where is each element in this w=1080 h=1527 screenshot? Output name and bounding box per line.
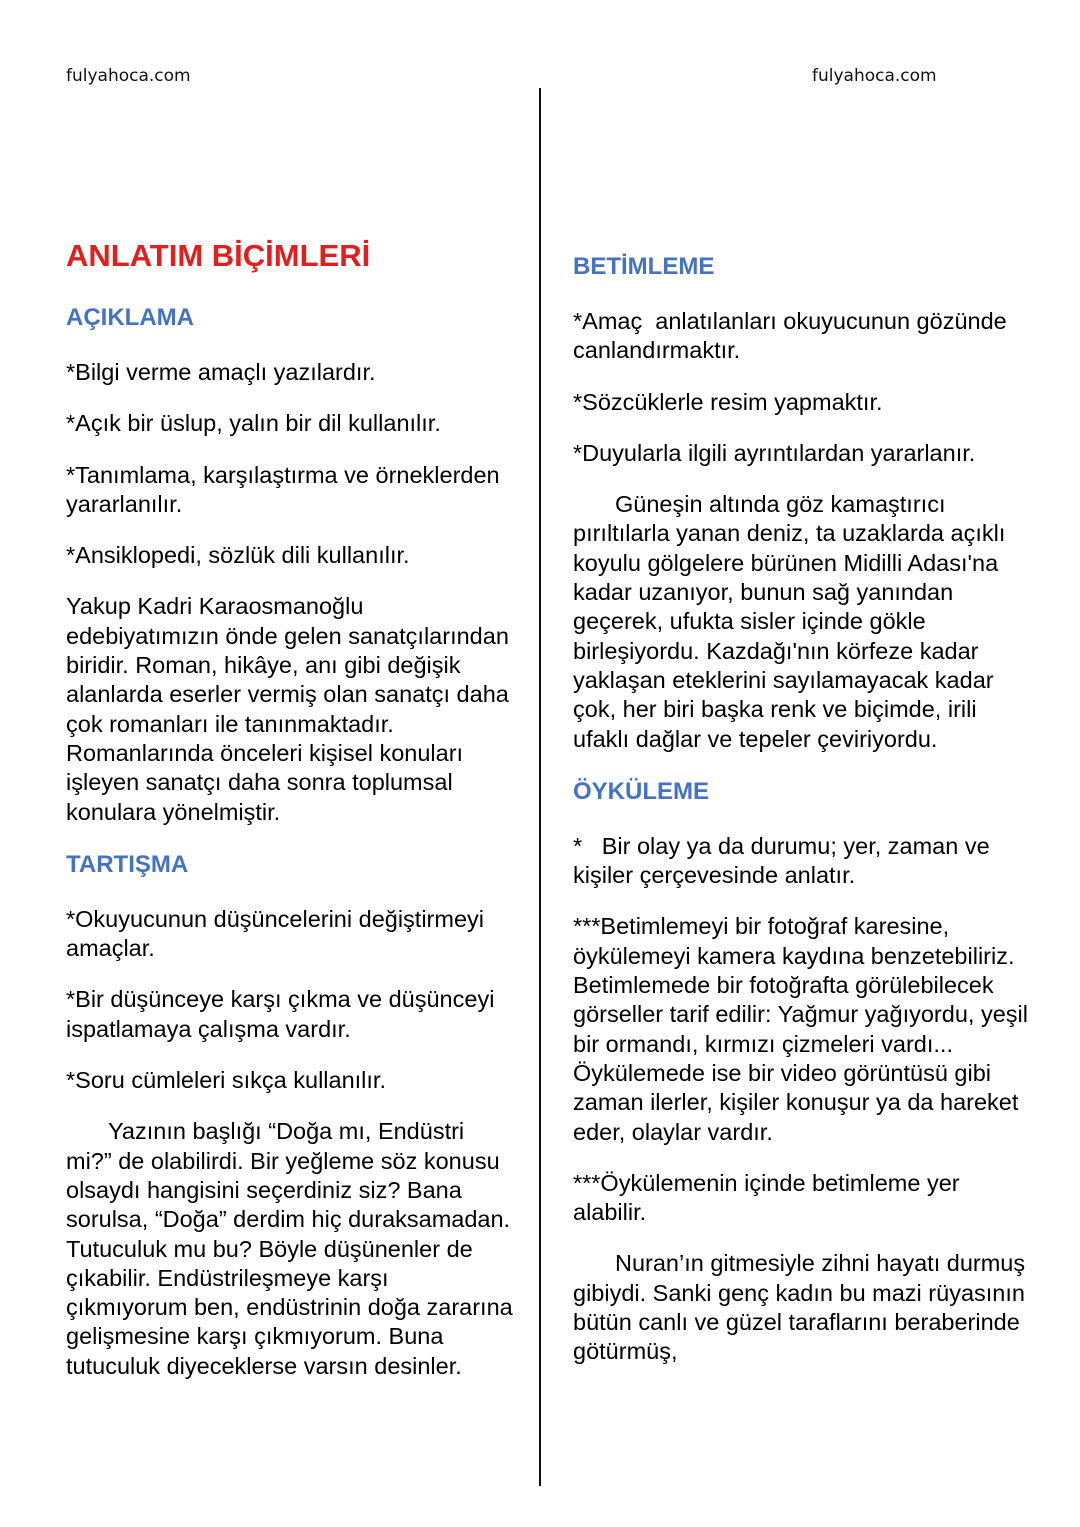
aciklama-point-3: *Tanımlama, karşılaştırma ve örneklerden yararlanılır.: [66, 461, 500, 517]
oykuleme-example: Nuran’ın gitmesiyle zihni hayatı durmuş gibiydi. Sanki genç kadın bu mazi rüyasının bütün canlı ve güzel taraflarını beraberinde götürmüş,: [573, 1250, 1026, 1365]
oykuleme-point-3: ***Öykülemenin içinde betimleme yer alabilir.: [573, 1169, 960, 1226]
section-heading-tartisma: TARTIŞMA: [66, 850, 189, 878]
oykuleme-point-2: ***Betimlemeyi bir fotoğraf karesine, öykülemeyi kamera kaydına benzetebiliriz. Betimlemede bir fotoğrafta görülebilecek görseller tarif edilir: Yağmur yağıyordu, yeşil bir ormandı, kırmızı çizmeleri vardı... Öykülemede ise bir video görüntüsü gibi zaman ilerler, kişiler konuşur ya da hareket eder, olaylar vardır.: [573, 913, 1028, 1145]
column-divider: [539, 88, 541, 1486]
tartisma-point-3: *Soru cümleleri sıkça kullanılır.: [66, 1067, 386, 1094]
betimleme-point-2: *Sözcüklerle resim yapmaktır.: [573, 388, 883, 415]
oykuleme-point-1: * Bir olay ya da durumu; yer, zaman ve kişiler çerçevesinde anlatır.: [573, 832, 997, 889]
tartisma-point-2: *Bir düşünceye karşı çıkma ve düşünceyi ispatlamaya çalışma vardır.: [66, 986, 495, 1042]
aciklama-point-1: *Bilgi verme amaçlı yazılardır.: [66, 359, 376, 385]
section-heading-aciklama: AÇIKLAMA: [66, 304, 194, 331]
aciklama-point-4: *Ansiklopedi, sözlük dili kullanılır.: [66, 542, 410, 569]
left-column: [66, 236, 516, 1403]
section-heading-oykuleme: ÖYKÜLEME: [573, 777, 710, 805]
site-url-right: fulyahoca.com: [812, 66, 937, 86]
tartisma-example: Yazının başlığı “Doğa mı, Endüstri mi?” de olabilirdi. Bir yeğleme söz konusu olsaydı hangisini seçerdiniz siz? Bana sorulsa, “Doğa” derdim hiç duraksamadan. Tutuculuk mu bu? Böyle düşünenler de çıkabilir. Endüstrileşmeye karşı çıkmıyorum ben, endüstrinin doğa zararına gelişmesine karşı çıkmıyorum. Buna tutuculuk diyeceklerse varsın desinler.: [66, 1118, 513, 1379]
site-url-left: fulyahoca.com: [66, 66, 191, 86]
section-heading-betimleme: BETİMLEME: [573, 253, 715, 280]
aciklama-example: Yakup Kadri Karaosmanoğlu edebiyatımızın önde gelen sanatçılarından biridir. Roman, hikâye, anı gibi değişik alanlarda eserler vermiş olan sanatçı daha çok romanları ile tanınmaktadır. Romanlarında önceleri kişisel konuları işleyen sanatçı daha sonra toplumsal konulara yönelmiştir.: [66, 593, 509, 825]
right-column: [573, 251, 1033, 1389]
aciklama-point-2: *Açık bir üslup, yalın bir dil kullanılır.: [66, 410, 441, 437]
betimleme-point-3: *Duyularla ilgili ayrıntılardan yararlanır.: [573, 439, 976, 466]
betimleme-example: Güneşin altında göz kamaştırıcı pırıltılarla yanan deniz, ta uzaklarda açıklı koyulu gölgelere bürünen Midilli Adası'na kadar uzanıyor, bunun sağ yanından geçerek, ufukta sisler içinde gökle birleşiyordu. Kazdağı'nın körfeze kadar yaklaşan eteklerini sayılamayacak kadar çok, her biri başka renk ve biçimde, irili ufaklı dağlar ve tepeler çeviriyordu.: [573, 491, 1006, 752]
tartisma-point-1: *Okuyucunun düşüncelerini değiştirmeyi amaçlar.: [66, 905, 484, 962]
betimleme-point-1: *Amaç anlatılanları okuyucunun gözünde canlandırmaktır.: [573, 308, 1014, 364]
page-title: ANLATIM BİÇİMLERİ: [66, 238, 371, 273]
